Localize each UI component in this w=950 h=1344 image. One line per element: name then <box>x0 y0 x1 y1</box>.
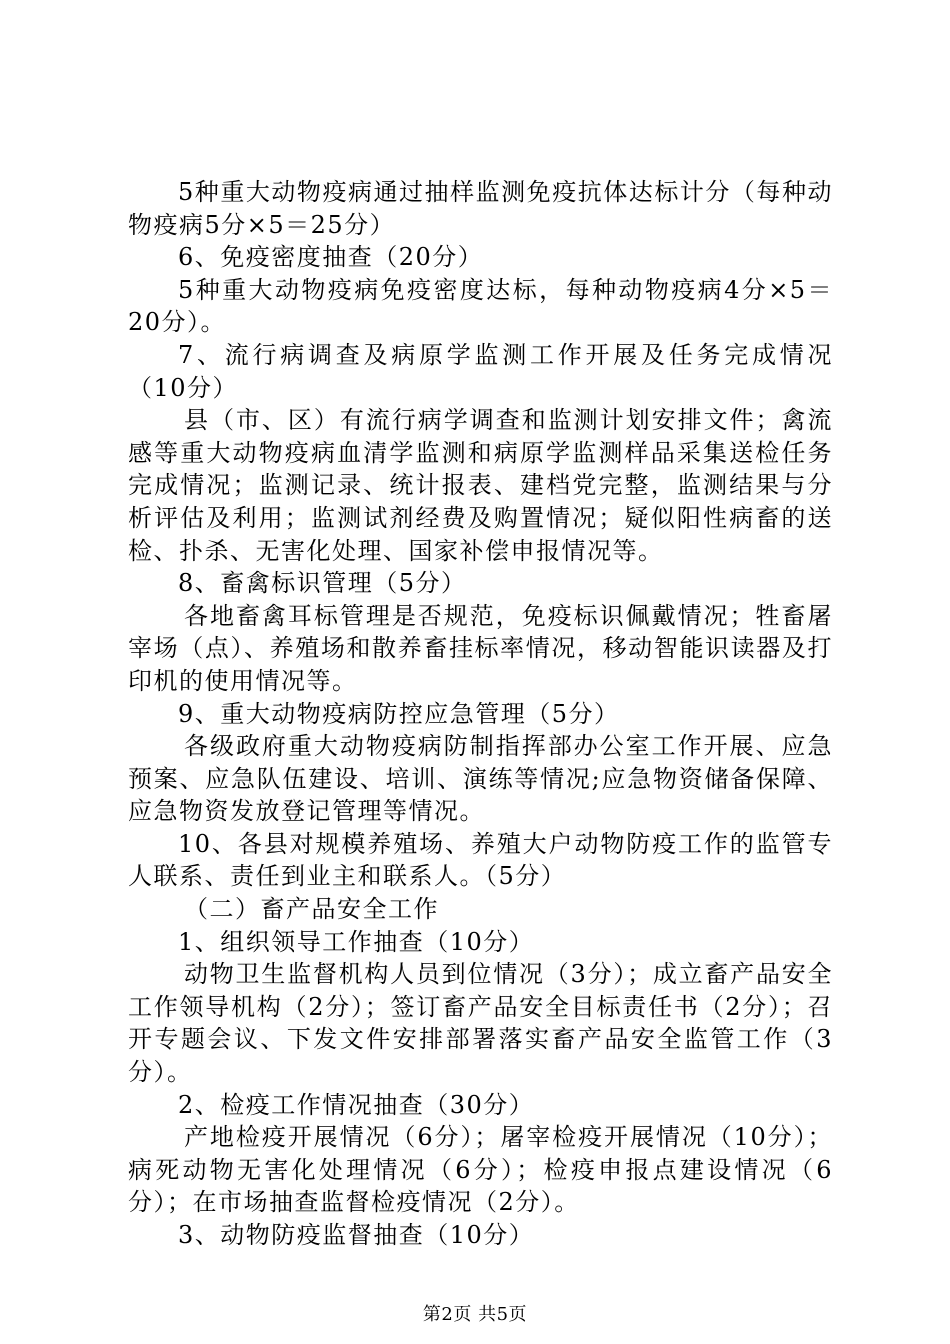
paragraph-antibody-monitoring: 5种重大动物疫病通过抽样监测免疫抗体达标计分（每种动物疫病5分×5＝25分） <box>128 178 833 239</box>
paragraph-immunization-density: 5种重大动物疫病免疫密度达标，每种动物疫病4分×5＝20分）。 <box>128 275 833 337</box>
heading-quarantine-work: 2、检疫工作情况抽查（30分） <box>178 1090 535 1119</box>
document-body <box>128 176 833 1252</box>
page-number-footer: 第2页 共5页 <box>422 1304 528 1325</box>
heading-epidemic-supervision: 3、动物防疫监督抽查（10分） <box>178 1221 535 1249</box>
paragraph-livestock-marking: 各地畜禽耳标管理是否规范，免疫标识佩戴情况；牲畜屠宰场（点）、养殖场和散养畜挂标率情况，移动智能识读器及打印机的使用情况等。 <box>128 601 833 695</box>
heading-immunization-density: 6、免疫密度抽查（20分） <box>178 243 484 272</box>
heading-organization-leadership: 1、组织领导工作抽查（10分） <box>178 927 535 956</box>
paragraph-organization-leadership: 动物卫生监督机构人员到位情况（3分）；成立畜产品安全工作领导机构（2分）；签订畜产品安全目标责任书（2分）；召开专题会议、下发文件安排部署落实畜产品安全监管工作（3分）。 <box>128 960 833 1087</box>
paragraph-emergency-management: 各级政府重大动物疫病防制指挥部办公室工作开展、应急预案、应急队伍建设、培训、演练等情况;应急物资储备保障、应急物资发放登记管理等情况。 <box>128 732 833 826</box>
section-heading-product-safety: （二）畜产品安全工作 <box>184 895 439 924</box>
paragraph-farm-supervision: 10、各县对规模养殖场、养殖大户动物防疫工作的监管专人联系、责任到业主和联系人。（5分） <box>128 829 833 891</box>
paragraph-epidemiology-survey: 县（市、区）有流行病学调查和监测计划安排文件；禽流感等重大动物疫病血清学监测和病原学监测样品采集送检任务完成情况；监测记录、统计报表、建档党完整，监测结果与分析评估及利用；监测试剂经费及购置情况；疑似阳性病畜的送检、扑杀、无害化处理、国家补偿申报情况等。 <box>128 406 833 565</box>
heading-emergency-management: 9、重大动物疫病防控应急管理（5分） <box>178 699 620 728</box>
heading-epidemiology-survey: 7、流行病调查及病原学监测工作开展及任务完成情况（10分） <box>128 340 833 402</box>
paragraph-quarantine-work: 产地检疫开展情况（6分）；屠宰检疫开展情况（10分）；病死动物无害化处理情况（6分）；检疫申报点建设情况（6分）；在市场抽查监督检疫情况（2分）。 <box>128 1123 833 1217</box>
heading-livestock-marking: 8、畜禽标识管理（5分） <box>178 569 467 598</box>
